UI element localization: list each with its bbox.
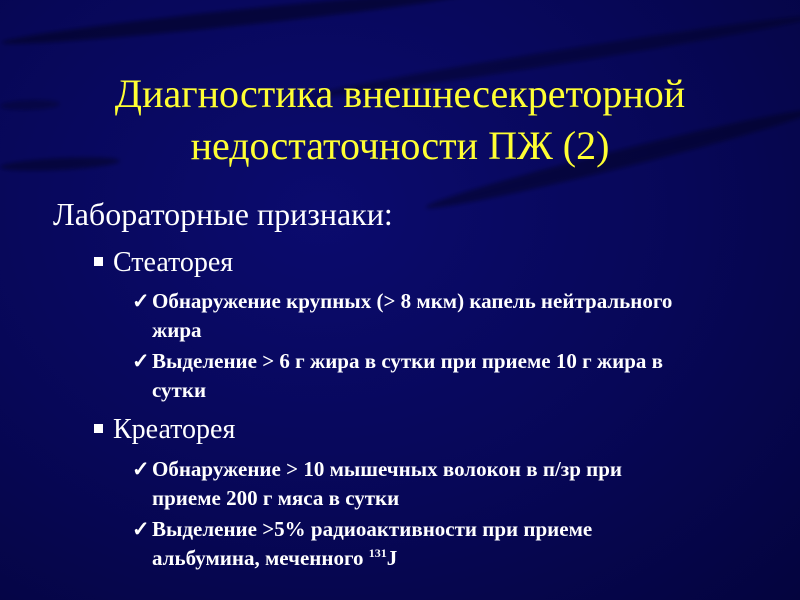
isotope-symbol: J [386,546,398,570]
check-item [132,287,772,345]
check-item-text-cont: сутки [152,378,207,402]
isotope-superscript: 131 [368,546,387,560]
check-item-text: Обнаружение > 10 мышечных волокон в п/зр при [152,457,623,481]
section-heading: Лабораторные признаки: [53,196,393,232]
checkmark-icon: ✓ [132,517,150,541]
check-item-text-part: альбумина, меченного [152,546,369,570]
checkmark-icon: ✓ [132,289,150,313]
checkmark-icon: ✓ [132,457,150,481]
check-item-text: Обнаружение крупных (> 8 мкм) капель нейтрального [152,289,673,313]
bullet-label: Стеаторея [113,247,234,278]
check-item [132,347,772,405]
checkmark-icon: ✓ [132,349,150,373]
check-item-text-cont: приеме 200 г мяса в сутки [152,486,400,510]
check-item-text-cont [132,544,772,573]
slide-title-line-1: Диагностика внешнесекреторной [114,71,686,116]
bullet-creatorrhea [94,414,235,446]
check-item [132,455,772,513]
square-bullet-icon [94,424,103,433]
bullet-steatorrhea [94,247,233,279]
slide-title-line-2: недостаточности ПЖ (2) [190,123,610,168]
bullet-label: Креаторея [113,414,236,445]
check-item [132,515,772,573]
check-item-text: Выделение >5% радиоактивности при приеме [152,517,593,541]
check-item-text-cont: жира [152,318,202,342]
square-bullet-icon [94,257,103,266]
check-item-text: Выделение > 6 г жира в сутки при приеме 10 г жира в [152,349,663,373]
